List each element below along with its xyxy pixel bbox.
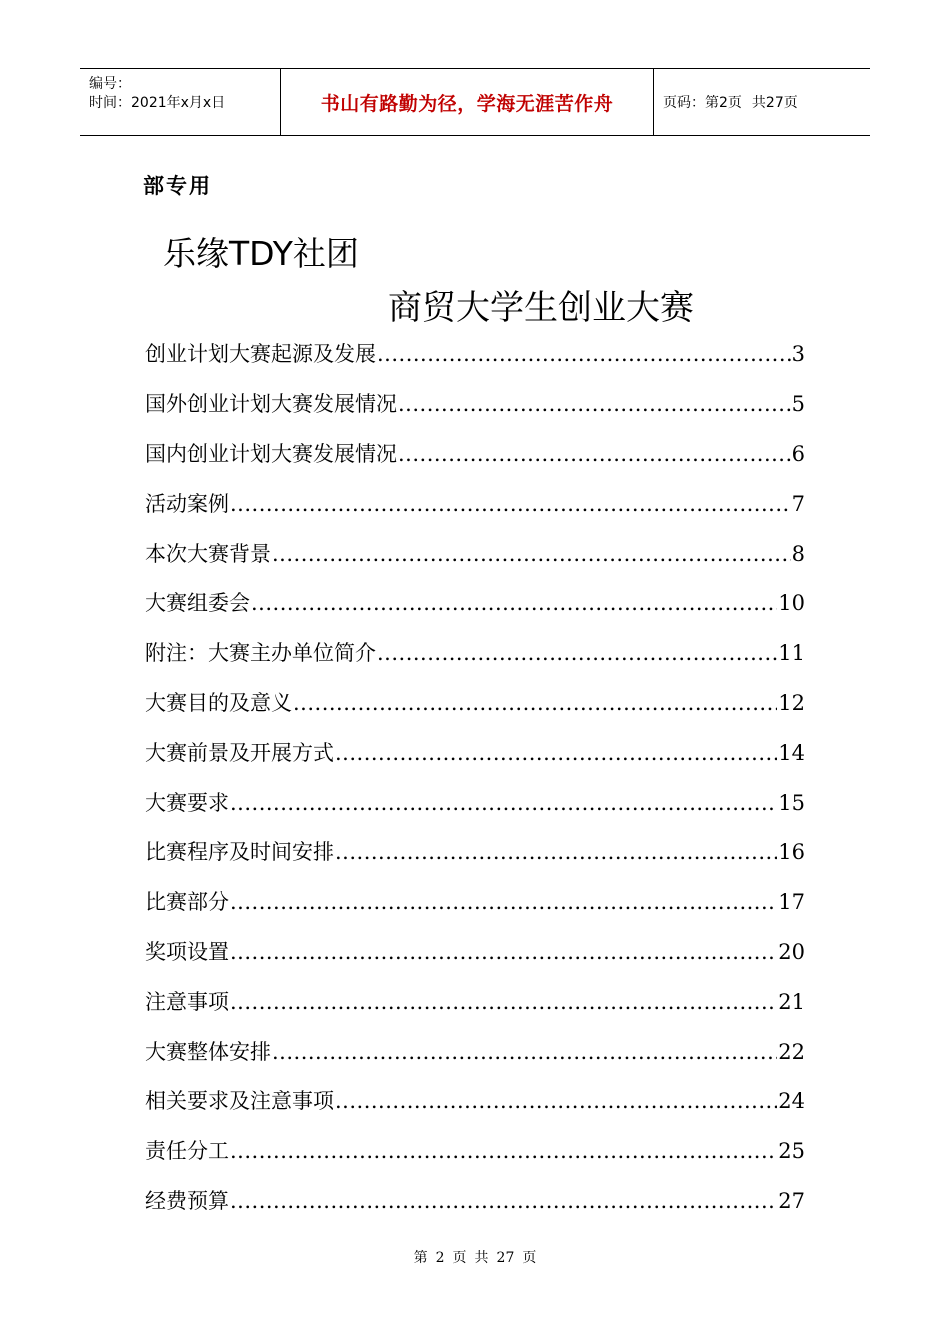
toc-entry-page: 24 <box>778 1089 805 1114</box>
toc-entry[interactable] <box>145 1027 805 1077</box>
toc-entry[interactable] <box>145 977 805 1027</box>
toc-leader-dots <box>398 444 791 465</box>
toc-entry-page: 27 <box>778 1188 805 1213</box>
toc-entry[interactable] <box>145 679 805 729</box>
footer-di: 第 <box>413 1250 428 1266</box>
toc-leader-dots <box>293 693 777 714</box>
header-motto: 书山有路勤为径，学海无涯苦作舟 <box>320 92 614 115</box>
toc-entry[interactable] <box>145 529 805 579</box>
toc-entry-label: 本次大赛背景 <box>145 541 271 566</box>
footer-ye: 页 <box>452 1250 467 1266</box>
toc-entry-page: 10 <box>778 591 805 616</box>
header-total-label: 共27页 <box>751 95 798 111</box>
toc-entry-page: 7 <box>791 491 805 516</box>
toc-leader-dots <box>230 892 777 913</box>
toc-entry[interactable] <box>145 878 805 928</box>
header-page-cell <box>654 69 870 135</box>
toc-entry-page: 6 <box>791 441 805 466</box>
toc-entry-page: 8 <box>791 541 805 566</box>
toc-entry[interactable] <box>145 1077 805 1127</box>
toc-leader-dots <box>230 942 777 963</box>
toc-entry-label: 附注：大赛主办单位简介 <box>145 641 376 666</box>
toc-entry-page: 12 <box>778 690 805 715</box>
toc-entry-page: 16 <box>778 840 805 865</box>
toc-entry[interactable] <box>145 430 805 480</box>
toc-entry-label: 大赛要求 <box>145 790 229 815</box>
toc-entry[interactable] <box>145 579 805 629</box>
toc-entry[interactable] <box>145 728 805 778</box>
toc-entry-page: 20 <box>778 939 805 964</box>
toc-entry[interactable] <box>145 380 805 430</box>
toc-entry-label: 责任分工 <box>145 1139 229 1164</box>
toc-leader-dots <box>230 1141 777 1162</box>
toc-entry-page: 3 <box>791 342 805 367</box>
toc-entry-label: 国内创业计划大赛发展情况 <box>145 441 397 466</box>
toc-leader-dots <box>230 1191 777 1212</box>
toc-leader-dots <box>377 643 777 664</box>
toc-entry-page: 17 <box>778 890 805 915</box>
toc-entry[interactable] <box>145 1177 805 1227</box>
toc-entry[interactable] <box>145 330 805 380</box>
header-motto-cell <box>281 69 654 135</box>
toc-entry-page: 22 <box>778 1039 805 1064</box>
club-title: 乐缘TDY社团 <box>163 234 359 273</box>
table-of-contents <box>145 330 805 1226</box>
toc-leader-dots <box>230 992 777 1013</box>
toc-entry-label: 创业计划大赛起源及发展 <box>145 342 376 367</box>
toc-entry-label: 大赛前景及开展方式 <box>145 740 334 765</box>
toc-entry-label: 活动案例 <box>145 491 229 516</box>
footer-current-page: 2 <box>435 1250 445 1266</box>
header-page-label: 页码：第2页 <box>663 95 742 111</box>
toc-entry-page: 14 <box>778 740 805 765</box>
toc-leader-dots <box>251 593 777 614</box>
toc-entry-label: 大赛整体安排 <box>145 1039 271 1064</box>
toc-leader-dots <box>335 1091 777 1112</box>
toc-entry[interactable] <box>145 1127 805 1177</box>
toc-leader-dots <box>272 544 791 565</box>
toc-entry[interactable] <box>145 778 805 828</box>
department-label: 部专用 <box>143 173 212 198</box>
header-meta <box>80 69 281 135</box>
toc-entry-label: 大赛目的及意义 <box>145 690 292 715</box>
toc-entry-page: 11 <box>778 641 805 666</box>
main-title: 商贸大学生创业大赛 <box>388 288 694 328</box>
toc-leader-dots <box>230 793 777 814</box>
toc-entry-label: 比赛部分 <box>145 890 229 915</box>
toc-entry-label: 注意事项 <box>145 989 229 1014</box>
toc-entry[interactable] <box>145 828 805 878</box>
footer-ye-end: 页 <box>522 1250 537 1266</box>
toc-entry-page: 15 <box>778 790 805 815</box>
toc-leader-dots <box>230 494 791 515</box>
page-header <box>80 68 870 136</box>
page-footer <box>0 1247 950 1267</box>
footer-total-pages: 27 <box>496 1250 515 1266</box>
toc-entry[interactable] <box>145 928 805 978</box>
toc-leader-dots <box>335 743 777 764</box>
toc-entry-label: 比赛程序及时间安排 <box>145 840 334 865</box>
toc-entry-page: 5 <box>791 392 805 417</box>
toc-leader-dots <box>335 842 777 863</box>
footer-gong: 共 <box>474 1250 489 1266</box>
toc-leader-dots <box>398 394 791 415</box>
toc-entry-label: 奖项设置 <box>145 939 229 964</box>
header-number-label: 编号： <box>89 76 131 92</box>
toc-entry-label: 大赛组委会 <box>145 591 250 616</box>
toc-leader-dots <box>377 344 791 365</box>
toc-entry-label: 国外创业计划大赛发展情况 <box>145 392 397 417</box>
toc-entry-page: 25 <box>778 1139 805 1164</box>
toc-entry-label: 经费预算 <box>145 1188 229 1213</box>
header-date-label: 时间：2021年x月x日 <box>89 95 226 111</box>
toc-leader-dots <box>272 1042 777 1063</box>
toc-entry[interactable] <box>145 479 805 529</box>
toc-entry-page: 21 <box>778 989 805 1014</box>
toc-entry[interactable] <box>145 629 805 679</box>
toc-entry-label: 相关要求及注意事项 <box>145 1089 334 1114</box>
